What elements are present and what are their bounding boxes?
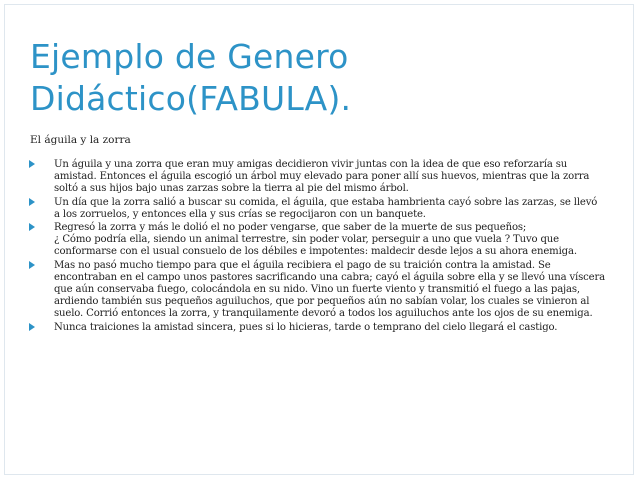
bullet-text: Un águila y una zorra que eran muy amigas decidieron vivir juntas con la idea de que eso reforzaría su amistad. Entonces el águila escogió un árbol muy elevado para poner allí sus huevos, mientras que la zorra soltó a sus hijos bajo unas zarzas sobre la tierra al pie del mismo árbol.	[54, 159, 590, 195]
title-line-1: Ejemplo de Genero	[30, 37, 349, 76]
bullet-item	[28, 222, 606, 259]
arrow-bullet-icon	[29, 323, 35, 331]
arrow-bullet-icon	[29, 223, 35, 231]
bullet-text: Un día que la zorra salió a buscar su comida, el águila, que estaba hambrienta cayó sobre las zarzas, se llevó a los zorruelos, y entonces ella y sus crías se regocijaron con un banquete.	[54, 196, 598, 220]
arrow-bullet-icon	[29, 160, 35, 168]
bullet-text-continuation: ¿ Cómo podría ella, siendo un animal terrestre, sin poder volar, perseguir a uno que vuela ? Tuvo que conformarse con el usual consuelo de los débiles e impotentes: maldecir desde lejos a su ahora enemiga.	[54, 234, 577, 258]
bullet-text: Mas no pasó mucho tiempo para que el águila recibiera el pago de su traición contra la amistad. Se encontraban en el campo unos pastores sacrificando una cabra; cayó el águila sobre ella y se llevó una víscera que aún conservaba fuego, colocándola en su nido. Vino un fuerte viento y transmitió el fuego a las pajas, ardiendo también sus pequeños aguiluchos, que por pequeños aún no sabían volar, los cuales se vinieron al suelo. Corrió entonces la zorra, y tranquilamente devoró a todos los aguiluchos ante los ojos de su enemiga.	[54, 259, 606, 320]
bullet-item	[28, 159, 606, 196]
fable-subtitle: El águila y la zorra	[30, 134, 131, 146]
title-line-2: Didáctico(FABULA).	[30, 79, 352, 118]
slide-title	[30, 36, 610, 120]
bullet-list	[28, 159, 606, 335]
arrow-bullet-icon	[29, 198, 35, 206]
bullet-item	[28, 322, 606, 334]
bullet-text: Regresó la zorra y más le dolió el no poder vengarse, que saber de la muerte de sus pequeños;	[54, 222, 527, 234]
arrow-bullet-icon	[29, 261, 35, 269]
bullet-item	[28, 260, 606, 321]
bullet-text: Nunca traiciones la amistad sincera, pues si lo hicieras, tarde o temprano del cielo llegará el castigo.	[54, 321, 558, 333]
bullet-item	[28, 197, 606, 221]
